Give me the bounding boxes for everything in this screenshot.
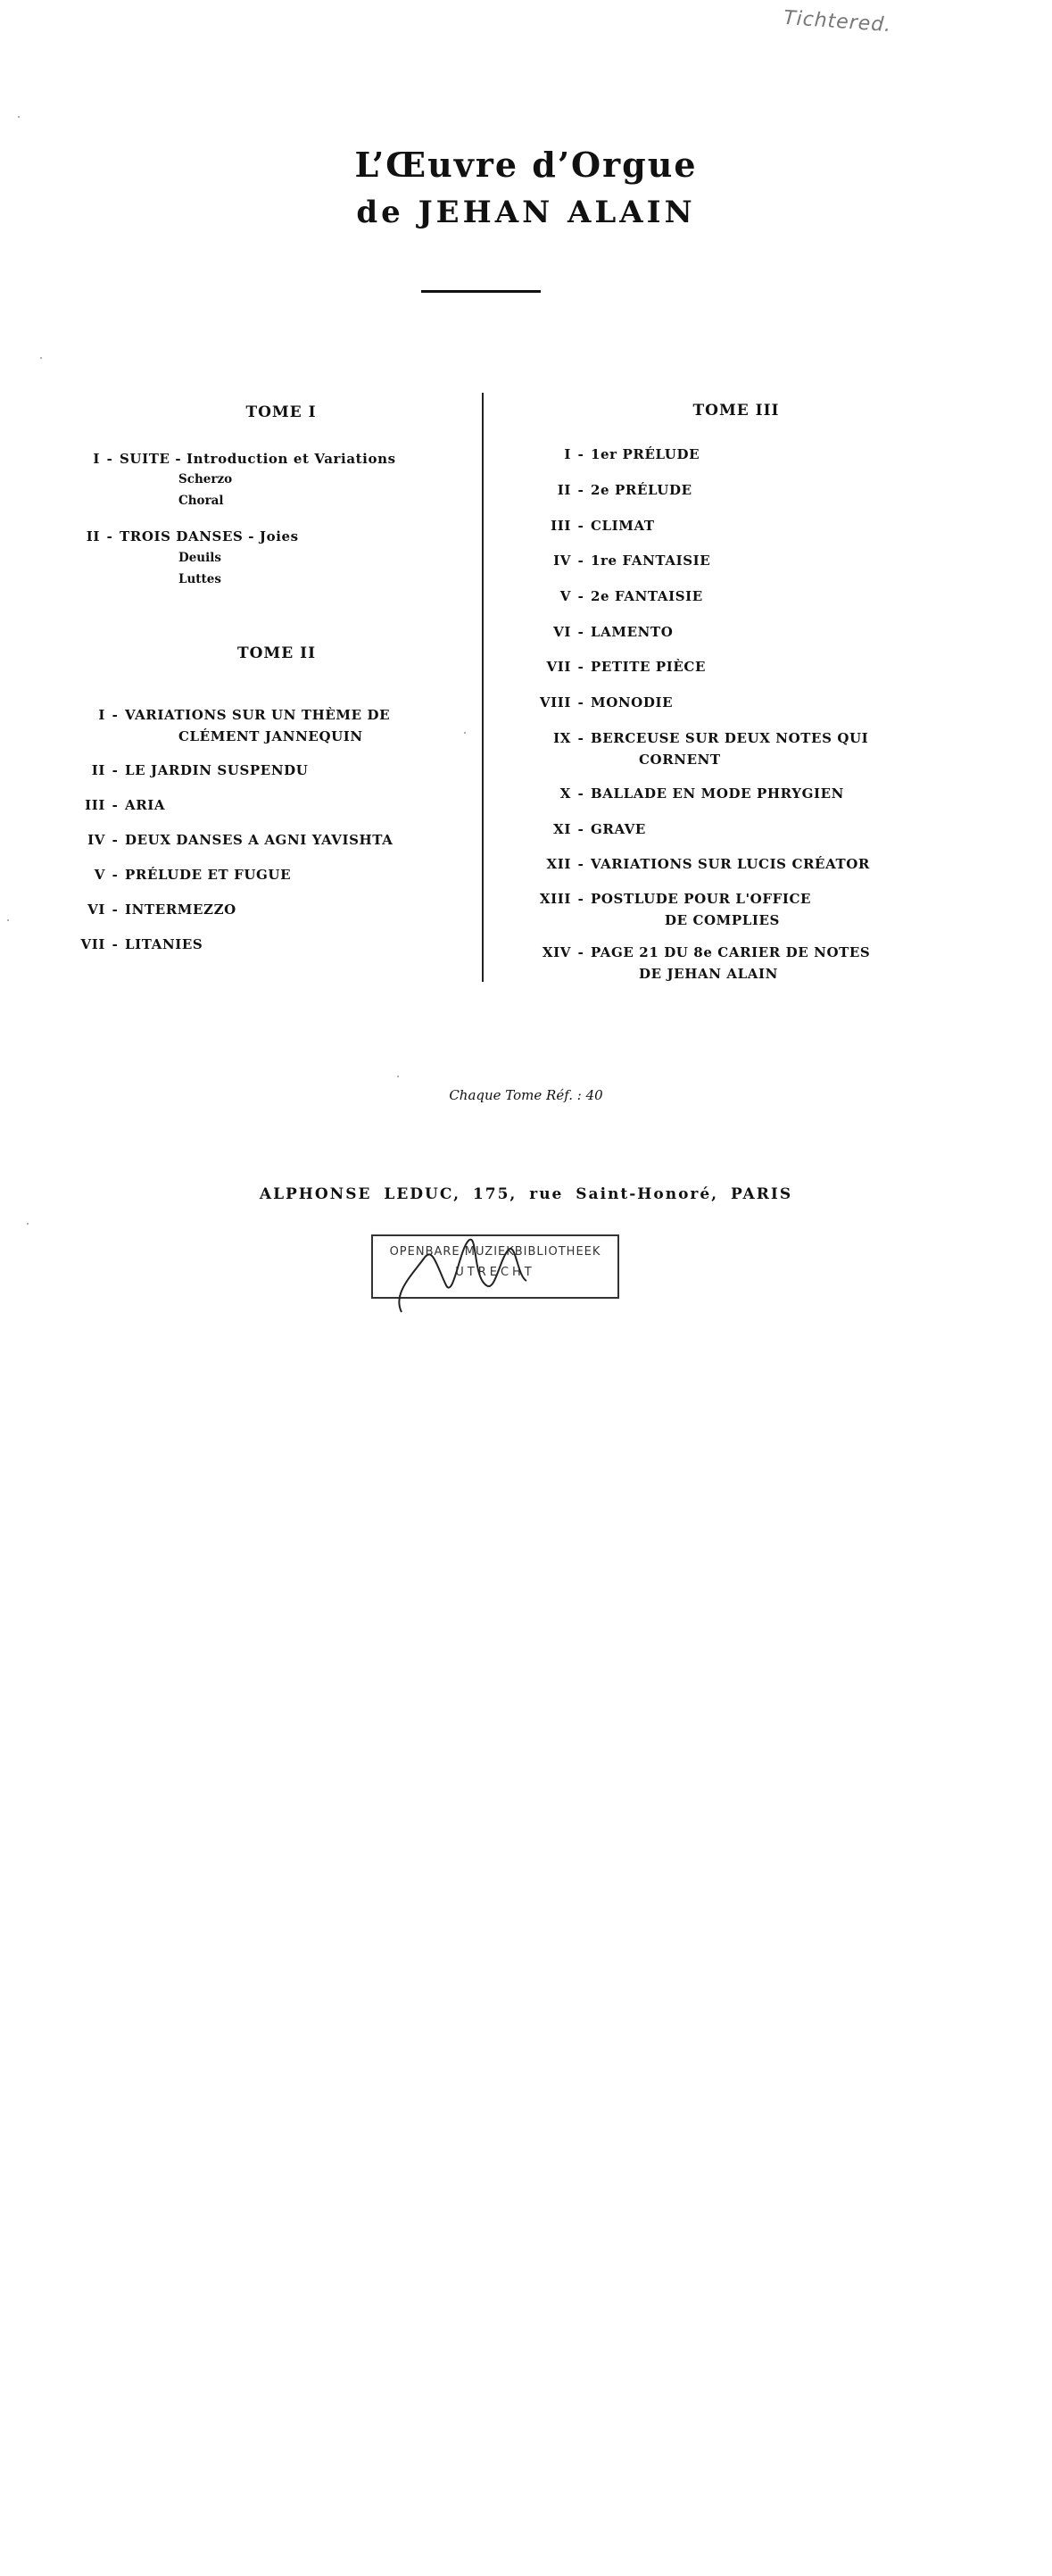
item-dash: - [577, 785, 584, 802]
item-number: VIII [539, 694, 571, 710]
tome-3-item-continuation: DE COMPLIES [665, 912, 780, 928]
tome-2-item [62, 832, 393, 848]
item-title: MONODIE [591, 694, 674, 710]
handwritten-note: Tichtered. [783, 6, 893, 37]
item-number: V [559, 588, 571, 604]
item-dash: - [112, 707, 119, 723]
item-number: XI [553, 821, 571, 837]
paper-speck [40, 357, 42, 359]
item-number: IV [553, 553, 571, 569]
item-dash: - [577, 482, 584, 498]
item-dash: - [112, 902, 119, 918]
tome-2-item [62, 936, 203, 952]
item-title: PAGE 21 DU 8e CARIER DE NOTES [591, 944, 871, 960]
item-dash: - [106, 451, 113, 467]
tome-3-item [526, 856, 870, 872]
publisher-line: ALPHONSE LEDUC, 175, rue Saint-Honoré, PARIS [259, 1185, 793, 1203]
item-title: BALLADE EN MODE PHRYGIEN [591, 785, 844, 802]
item-title: VARIATIONS SUR LUCIS CRÉATOR [591, 856, 870, 872]
item-title: POSTLUDE POUR L'OFFICE [591, 891, 812, 907]
stamp-line-1: OPENBARE MUZIEKBIBLIOTHEEK [389, 1245, 601, 1259]
tome-1-item [71, 451, 396, 467]
item-number: III [551, 518, 571, 534]
tome-1-subitem: Choral [178, 494, 224, 508]
paper-speck [7, 919, 9, 921]
price-note: Chaque Tome Réf. : 40 [449, 1087, 603, 1103]
tome-3-item [526, 588, 703, 604]
item-title: VARIATIONS SUR UN THÈME DE [125, 707, 391, 723]
title-rule [421, 290, 541, 293]
title-line-2: de JEHAN ALAIN [356, 195, 696, 230]
item-dash: - [577, 553, 584, 569]
item-dash: - [112, 867, 119, 883]
paper-speck [397, 1076, 399, 1077]
item-dash: - [577, 856, 584, 872]
item-dash: - [577, 891, 584, 907]
item-number: II [86, 528, 100, 544]
item-number: I [93, 451, 100, 467]
item-title: BERCEUSE SUR DEUX NOTES QUI [591, 730, 869, 746]
signature-mark [384, 1223, 562, 1321]
item-dash: - [577, 588, 584, 604]
paper-speck [27, 1223, 29, 1225]
tome-1-item [71, 528, 299, 544]
item-title: 2e FANTAISIE [591, 588, 703, 604]
title-line-1: L’Œuvre d’Orgue [354, 145, 698, 185]
item-title: SUITE - Introduction et Variations [120, 451, 396, 467]
item-number: II [91, 762, 105, 778]
item-title: PETITE PIÈCE [591, 659, 707, 675]
tome-2-item [62, 902, 236, 918]
tome-3-item [526, 785, 844, 802]
item-dash: - [112, 936, 119, 952]
item-title: 1er PRÉLUDE [591, 446, 700, 462]
item-dash: - [577, 518, 584, 534]
item-number: VI [553, 624, 571, 640]
tome-3-item [526, 553, 710, 569]
item-title: CLIMAT [591, 518, 655, 534]
tome-1-subitem: Luttes [178, 572, 221, 586]
item-number: VII [546, 659, 571, 675]
tome-2-item [62, 797, 165, 813]
column-divider [482, 393, 484, 982]
item-number: IV [87, 832, 105, 848]
item-title: INTERMEZZO [125, 902, 236, 918]
item-number: IX [553, 730, 571, 746]
item-number: XIII [539, 891, 571, 907]
paper-speck [464, 732, 466, 734]
tome-3-item [526, 518, 655, 534]
item-dash: - [577, 659, 584, 675]
tome-3-heading: TOME III [692, 402, 780, 420]
paper-speck [18, 116, 20, 118]
item-dash: - [577, 624, 584, 640]
item-title: PRÉLUDE ET FUGUE [125, 867, 292, 883]
tome-1-subitem: Deuils [178, 551, 221, 565]
item-title: 1re FANTAISIE [591, 553, 711, 569]
item-number: I [98, 707, 105, 723]
item-number: I [564, 446, 571, 462]
tome-3-item [526, 482, 692, 498]
item-title: ARIA [125, 797, 166, 813]
tome-3-item [526, 694, 673, 710]
stamp-line-2: UTRECHT [455, 1266, 535, 1279]
item-dash: - [577, 821, 584, 837]
item-number: XII [546, 856, 571, 872]
item-title: 2e PRÉLUDE [591, 482, 692, 498]
tome-2-heading: TOME II [236, 644, 317, 662]
item-number: III [85, 797, 105, 813]
tome-2-item [62, 762, 308, 778]
item-number: V [94, 867, 105, 883]
item-title: LAMENTO [591, 624, 674, 640]
item-title: TROIS DANSES - Joies [120, 528, 299, 544]
item-title: LE JARDIN SUSPENDU [125, 762, 309, 778]
item-dash: - [112, 762, 119, 778]
item-dash: - [106, 528, 113, 544]
item-number: II [557, 482, 571, 498]
tome-3-item [526, 891, 811, 907]
tome-3-item-continuation: CORNENT [639, 752, 721, 768]
item-number: VII [80, 936, 105, 952]
tome-3-item [526, 659, 706, 675]
item-number: XIV [542, 944, 571, 960]
tome-2-item [62, 707, 390, 723]
item-title: LITANIES [125, 936, 203, 952]
tome-1-heading: TOME I [245, 403, 317, 421]
tome-3-item-continuation: DE JEHAN ALAIN [639, 966, 778, 982]
item-dash: - [577, 694, 584, 710]
item-title: GRAVE [591, 821, 646, 837]
tome-2-item [62, 867, 291, 883]
tome-2-item-continuation: CLÉMENT JANNEQUIN [178, 728, 363, 744]
tome-3-item [526, 821, 646, 837]
item-number: X [559, 785, 571, 802]
tome-3-item [526, 730, 868, 746]
item-dash: - [577, 446, 584, 462]
item-number: VI [87, 902, 105, 918]
tome-3-item [526, 446, 700, 462]
item-dash: - [577, 944, 584, 960]
tome-3-item [526, 624, 673, 640]
tome-1-subitem: Scherzo [178, 472, 233, 486]
item-dash: - [577, 730, 584, 746]
item-title: DEUX DANSES A AGNI YAVISHTA [125, 832, 393, 848]
tome-3-item [526, 944, 870, 960]
item-dash: - [112, 832, 119, 848]
item-dash: - [112, 797, 119, 813]
